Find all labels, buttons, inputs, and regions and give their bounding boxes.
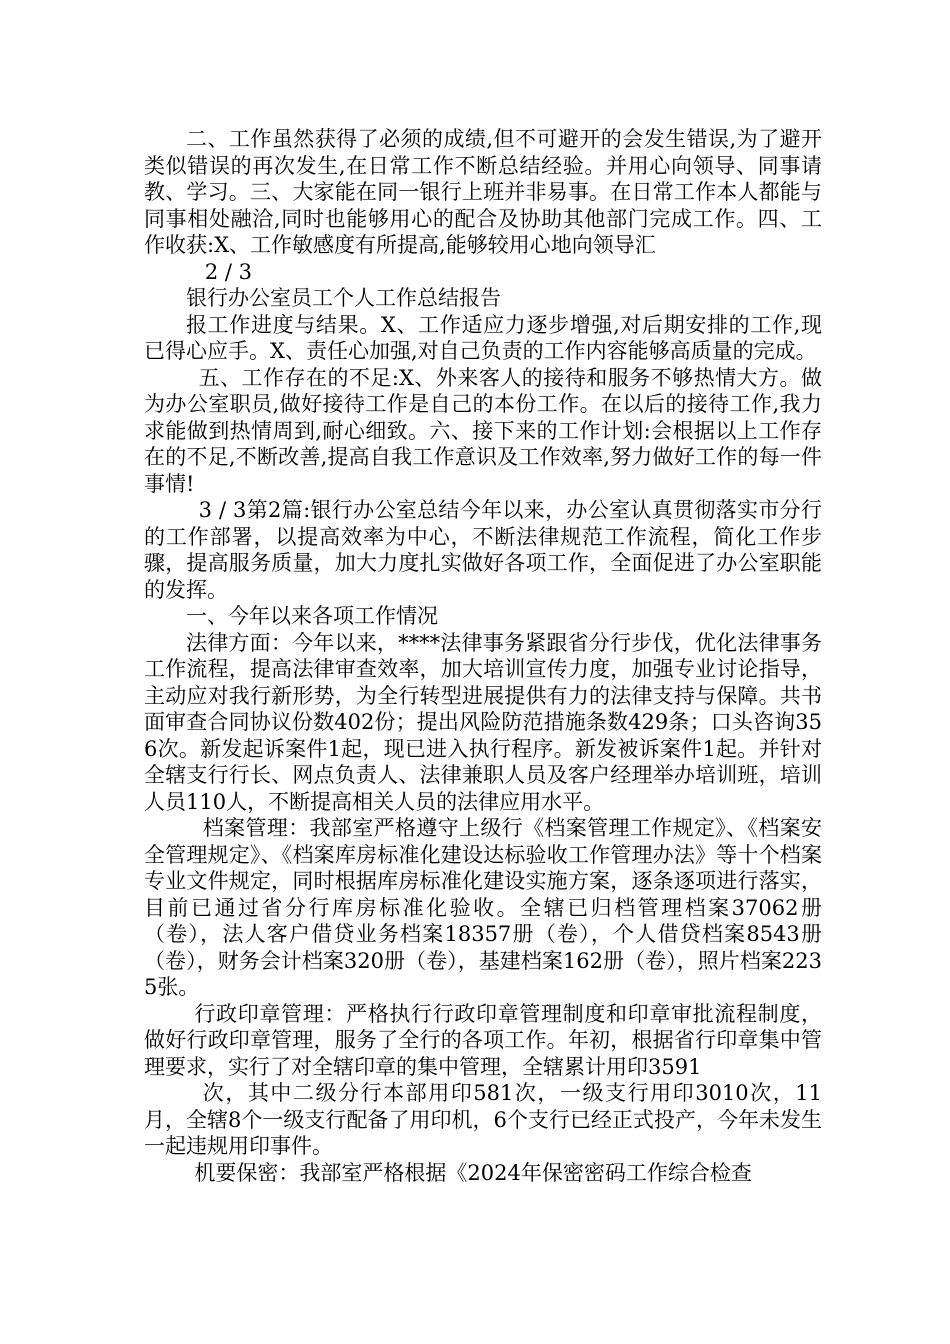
paragraph-archive-management: 档案管理：我部室严格遵守上级行《档案管理工作规定》、《档案安全管理规定》、《档案库房标准化建设达标验收工作管理办法》等十个档案专业文件规定，同时根据库房标准化建设实施方案，逐条逐项进行落实，目前已通过省分行库房标准化验收。全辖已归档管理档案37062册（卷），法人客户借贷业务档案18357册（卷），个人借贷档案8543册（卷），财务会计档案320册（卷），基建档案162册（卷），照片档案2235张。	[144, 816, 822, 999]
paragraph-legal-affairs: 法律方面：今年以来，****法律事务紧跟省分行步伐，优化法律事务工作流程，提高法律审查效率，加大培训宣传力度，加强专业讨论指导，主动应对我行新形势，为全行转型进展提供有力的法律支持与保障。共书面审查合同协议份数402份；提出风险防范措施条数429条；口头咨询356次。新发起诉案件1起，现已进入执行程序。新发被诉案件1起。并针对全辖支行行长、网点负责人、法律兼职人员及客户经理举办培训班，培训人员110人，不断提高相关人员的法律应用水平。	[144, 630, 822, 814]
section-heading: 一、今年以来各项工作情况	[186, 604, 438, 628]
paragraph-work-experience: 二、工作虽然获得了必须的成绩,但不可避开的会发生错误,为了避开类似错误的再次发生,在日常工作不断总结经验。并用心向领导、同事请教、学习。三、大家能在同一银行上班并非易事。在日常工作本人都能与同事相处融洽,同时也能够用心的配合及协助其他部门完成工作。四、工作收获:X、工作敏感度有所提高,能够较用心地向领导汇	[144, 127, 822, 257]
paragraph-confidentiality: 机要保密：我部室严格根据《2024年保密密码工作综合检查	[194, 1160, 752, 1185]
paragraph-seal-management: 行政印章管理：严格执行行政印章管理制度和印章审批流程制度，做好行政印章管理，服务了全行的各项工作。年初，根据省行印章集中管理要求，实行了对全辖印章的集中管理，全辖累计用印3591	[144, 1001, 822, 1079]
paragraph-shortcomings: 五、工作存在的不足:X、外来客人的接待和服务不够热情大方。做为办公室职员,做好接待工作是自己的本份工作。在以后的接待工作,我力求能做到热情周到,耐心细致。六、接下来的工作计划:会根据以上工作存在的不足,不断改善,提高自我工作意识及工作效率,努力做好工作的每一件事情!	[144, 365, 822, 496]
page-number: 2 / 3	[204, 259, 253, 284]
paragraph-office-summary: 3 / 3第2篇:银行办公室总结今年以来，办公室认真贯彻落实市分行的工作部署，以提高效率为中心，不断法律规范工作流程，简化工作步骤，提高服务质量，加大力度扎实做好各项工作，全面促进了办公室职能的发挥。	[144, 498, 822, 602]
document-title: 银行办公室员工个人工作总结报告	[186, 286, 501, 310]
paragraph-seal-usage: 次，其中二级分行本部用印581次，一级支行用印3010次，11月，全辖8个一级支行配备了用印机，6个支行已经正式投产，今年未发生一起违规用印事件。	[144, 1081, 822, 1158]
paragraph-work-progress: 报工作进度与结果。X、工作适应力逐步增强,对后期安排的工作,现已得心应手。X、责任心加强,对自己负责的工作内容能够高质量的完成。	[144, 312, 822, 363]
